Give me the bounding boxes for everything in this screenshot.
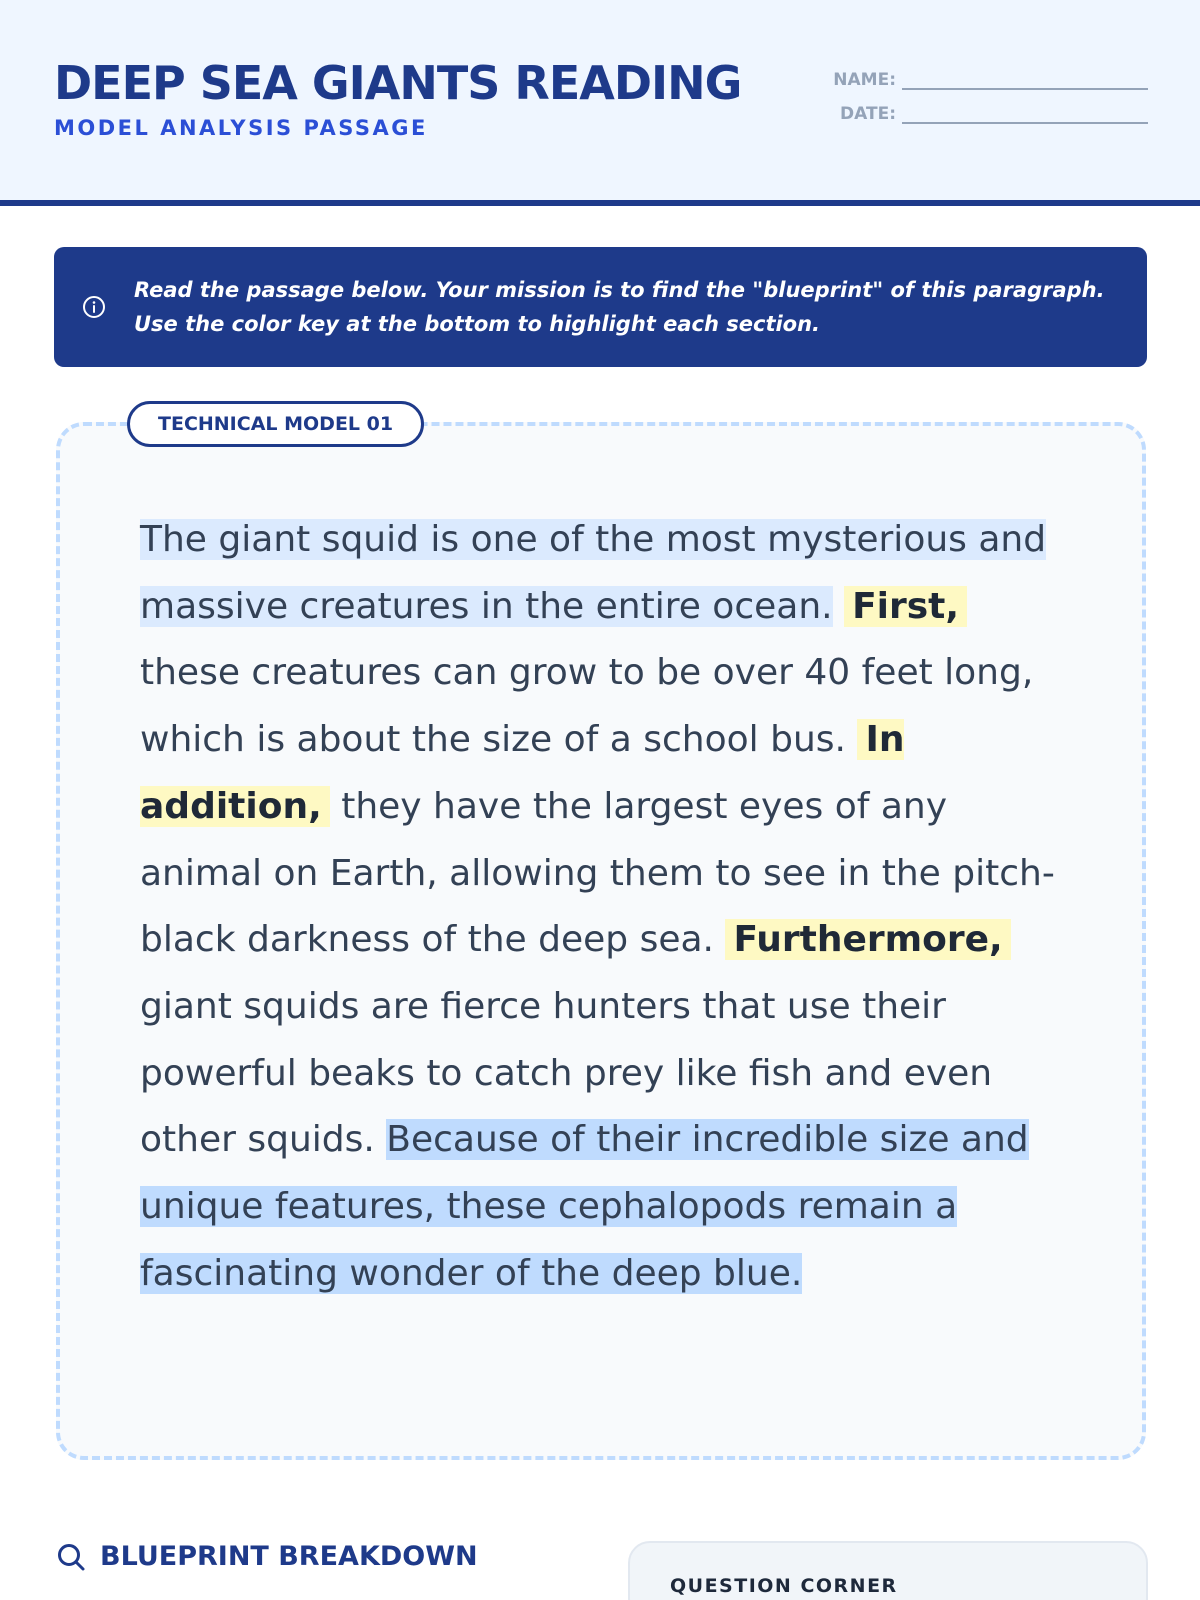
instructions-banner xyxy=(54,247,1147,367)
blueprint-breakdown-label: BLUEPRINT BREAKDOWN xyxy=(100,1541,478,1572)
transition-word: In addition, xyxy=(140,719,905,827)
transition-word: Furthermore, xyxy=(725,919,1010,960)
search-icon xyxy=(56,1542,86,1572)
date-field-row xyxy=(840,104,1148,124)
blueprint-breakdown-heading xyxy=(56,1541,478,1572)
page-subtitle: MODEL ANALYSIS PASSAGE xyxy=(54,116,428,140)
supporting-detail: they have the largest eyes of any animal on Earth, allowing them to see in the pitch-black darkness of the deep sea. xyxy=(140,785,1055,961)
page-title: DEEP SEA GIANTS READING xyxy=(54,56,742,110)
concluding-sentence: Because of their incredible size and unique features, these cephalopods remain a fascinating wonder of the deep blue. xyxy=(140,1119,1029,1294)
name-label: NAME: xyxy=(833,70,896,90)
worksheet-header xyxy=(0,0,1200,206)
model-tag: TECHNICAL MODEL 01 xyxy=(127,401,424,447)
date-line[interactable] xyxy=(902,104,1148,124)
info-icon xyxy=(82,295,106,319)
passage-paragraph xyxy=(140,507,1070,1307)
name-field-row xyxy=(833,70,1148,90)
transition-word: First, xyxy=(844,586,967,627)
supporting-detail: giant squids are fierce hunters that use their powerful beaks to catch prey like fish and even other squids. xyxy=(140,985,993,1161)
date-label: DATE: xyxy=(840,104,896,124)
instructions-text: Read the passage below. Your mission is to find the "blueprint" of this paragraph. Use the color key at the bottom to highlight each section. xyxy=(134,278,1105,336)
supporting-detail: these creatures can grow to be over 40 feet long, which is about the size of a school bus. xyxy=(140,652,1034,761)
question-corner-title: QUESTION CORNER xyxy=(670,1575,898,1597)
topic-sentence: The giant squid is one of the most mysterious and massive creatures in the entire ocean. xyxy=(140,519,1047,627)
name-line[interactable] xyxy=(902,70,1148,90)
question-corner-card xyxy=(628,1541,1148,1600)
